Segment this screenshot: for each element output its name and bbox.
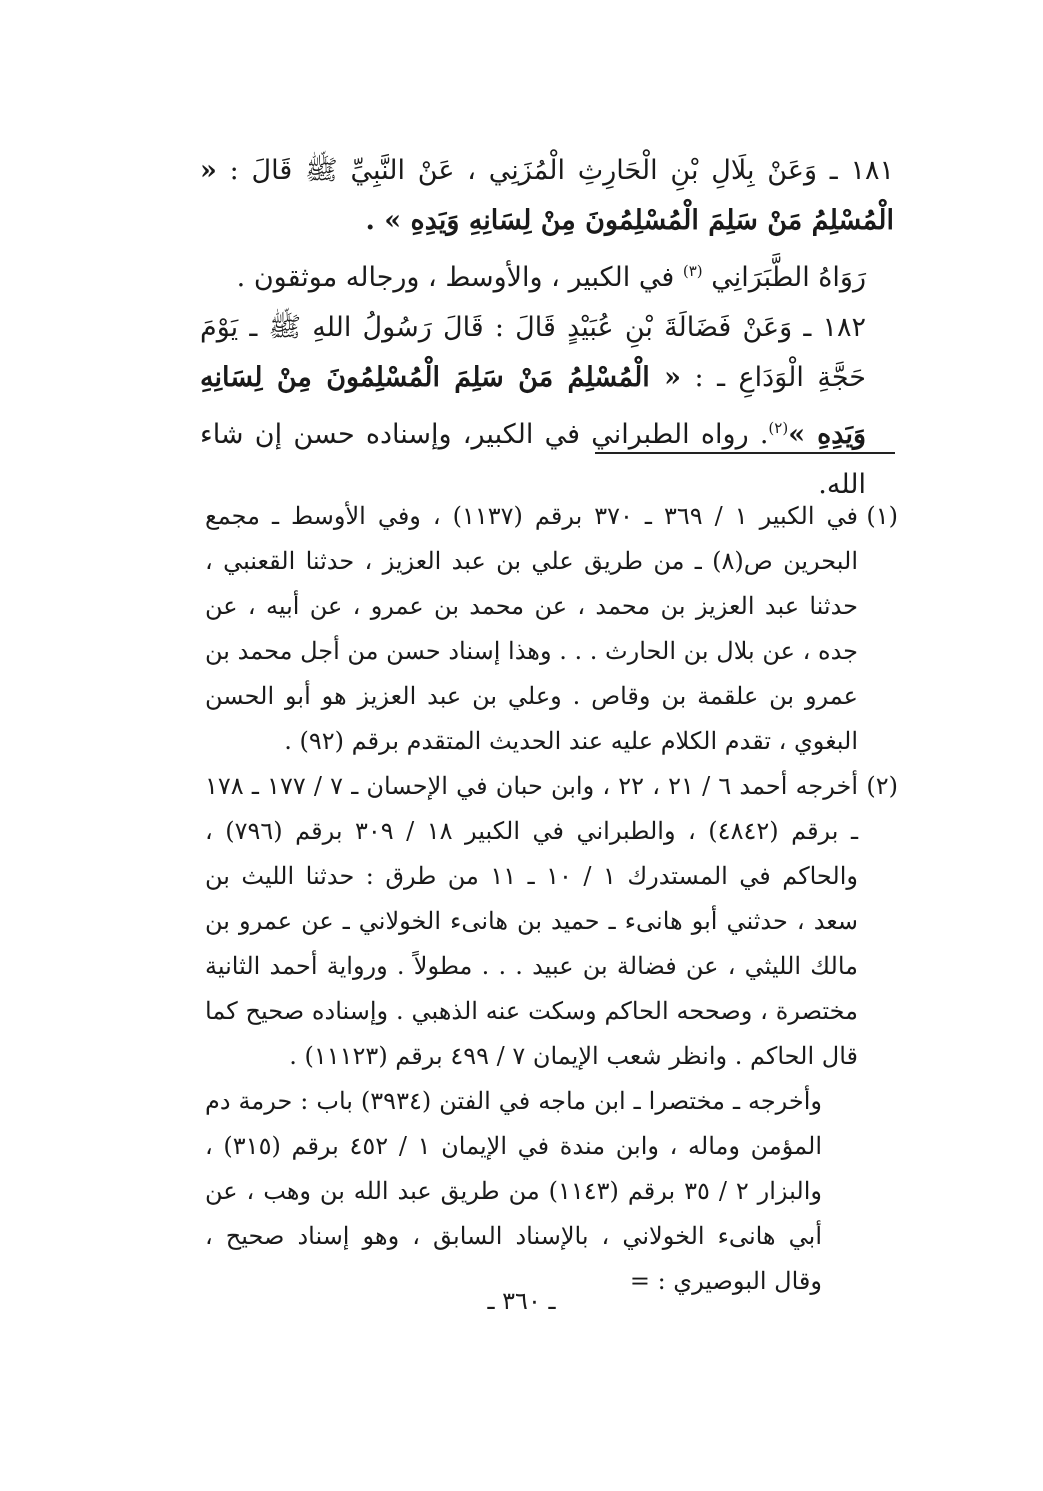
footnote-text: أخرجه أحمد ٦ / ٢١ ، ٢٢ ، وابن حبان في الإحسان ـ ٧ / ١٧٧ ـ ١٧٨ ـ برقم (٤٨٤٢) ، والطبراني في الكبير ١٨ / ٣٠٩ برقم (٧٩٦) ، والحاكم في المستدرك ١ / ١٠ ـ ١١ من طرق : حدثنا الليث بن سعد ، حدثني أبو هانىء ـ حميد بن هانىء الخولاني ـ عن عمرو بن مالك الليثي ، عن فضالة بن عبيد . . . مطولاً . ورواية أحمد الثانية مختصرة ، وصححه الحاكم وسكت عنه الذهبي . وإسناده صحيح كما قال الحاكم . وانظر شعب الإيمان ٧ / ٤٩٩ برقم (١١١٢٣) .	[205, 772, 859, 1070]
hadith-182-narration: . رواه الطبراني في الكبير، وإسناده حسن إن شاء الله.	[200, 419, 866, 500]
footnote-ref-3: (٣)	[682, 262, 703, 280]
footnote-number: (١)	[866, 502, 898, 530]
hadith-182-intro: ١٨٢ ـ وَعَنْ فَضَالَةَ بْنِ عُبَيْدٍ قَالَ : قَالَ رَسُولُ اللهِ ﷺ ـ يَوْمَ حَجَّةِ الْوَدَاعِ ـ :	[200, 312, 866, 393]
footnote-2	[205, 764, 898, 1079]
hadith-text	[200, 146, 894, 510]
narrator-prefix: رَوَاهُ الطَّبَرَانِي	[711, 262, 866, 293]
hadith-182	[200, 303, 894, 510]
hadith-181-quote: « الْمُسْلِمُ مَنْ سَلِمَ الْمُسْلِمُونَ مِنْ لِسَانِهِ وَيَدِهِ » .	[200, 155, 894, 236]
footnote-separator	[595, 452, 895, 454]
narration-suffix: في الكبير ، والأوسط ، ورجاله موثقون .	[236, 262, 675, 293]
footnote-ref-2: (٢)	[768, 419, 789, 437]
page-number: ـ ٣٦٠ ـ	[487, 1287, 556, 1315]
footnote-2-continuation: وأخرجه ـ مختصرا ـ ابن ماجه في الفتن (٣٩٣٤) باب : حرمة دم المؤمن وماله ، وابن مندة في الإيمان ١ / ٤٥٢ برقم (٣١٥) ، والبزار ٢ / ٣٥ برقم (١١٤٣) من طريق عبد الله بن وهب ، عن أبي هانىء الخولاني ، بالإسناد السابق ، وهو إسناد صحيح ، وقال البوصيري : =	[205, 1087, 823, 1295]
hadith-182-quote: « الْمُسْلِمُ مَنْ سَلِمَ الْمُسْلِمُونَ مِنْ لِسَانِهِ وَيَدِهِ »	[200, 362, 866, 450]
hadith-181-narration	[200, 246, 894, 303]
footnote-1	[205, 494, 898, 764]
hadith-181	[200, 146, 894, 246]
footnotes	[205, 494, 898, 1304]
hadith-181-intro: ١٨١ ـ وَعَنْ بِلَالِ بْنِ الْحَارِثِ الْمُزَنِي ، عَنْ النَّبِيِّ ﷺ قَالَ :	[229, 155, 894, 186]
footnote-text: في الكبير ١ / ٣٦٩ ـ ٣٧٠ برقم (١١٣٧) ، وفي الأوسط ـ مجمع البحرين ص(٨) ـ من طريق علي بن عبد العزيز ، حدثنا القعنبي ، حدثنا عبد العزيز بن محمد ، عن محمد بن عمرو ، عن أبيه ، عن جده ، عن بلال بن الحارث . . . وهذا إسناد حسن من أجل محمد بن عمرو بن علقمة بن وقاص . وعلي بن عبد العزيز هو أبو الحسن البغوي ، تقدم الكلام عليه عند الحديث المتقدم برقم (٩٢) .	[205, 502, 858, 755]
footnote-number: (٢)	[866, 772, 898, 800]
